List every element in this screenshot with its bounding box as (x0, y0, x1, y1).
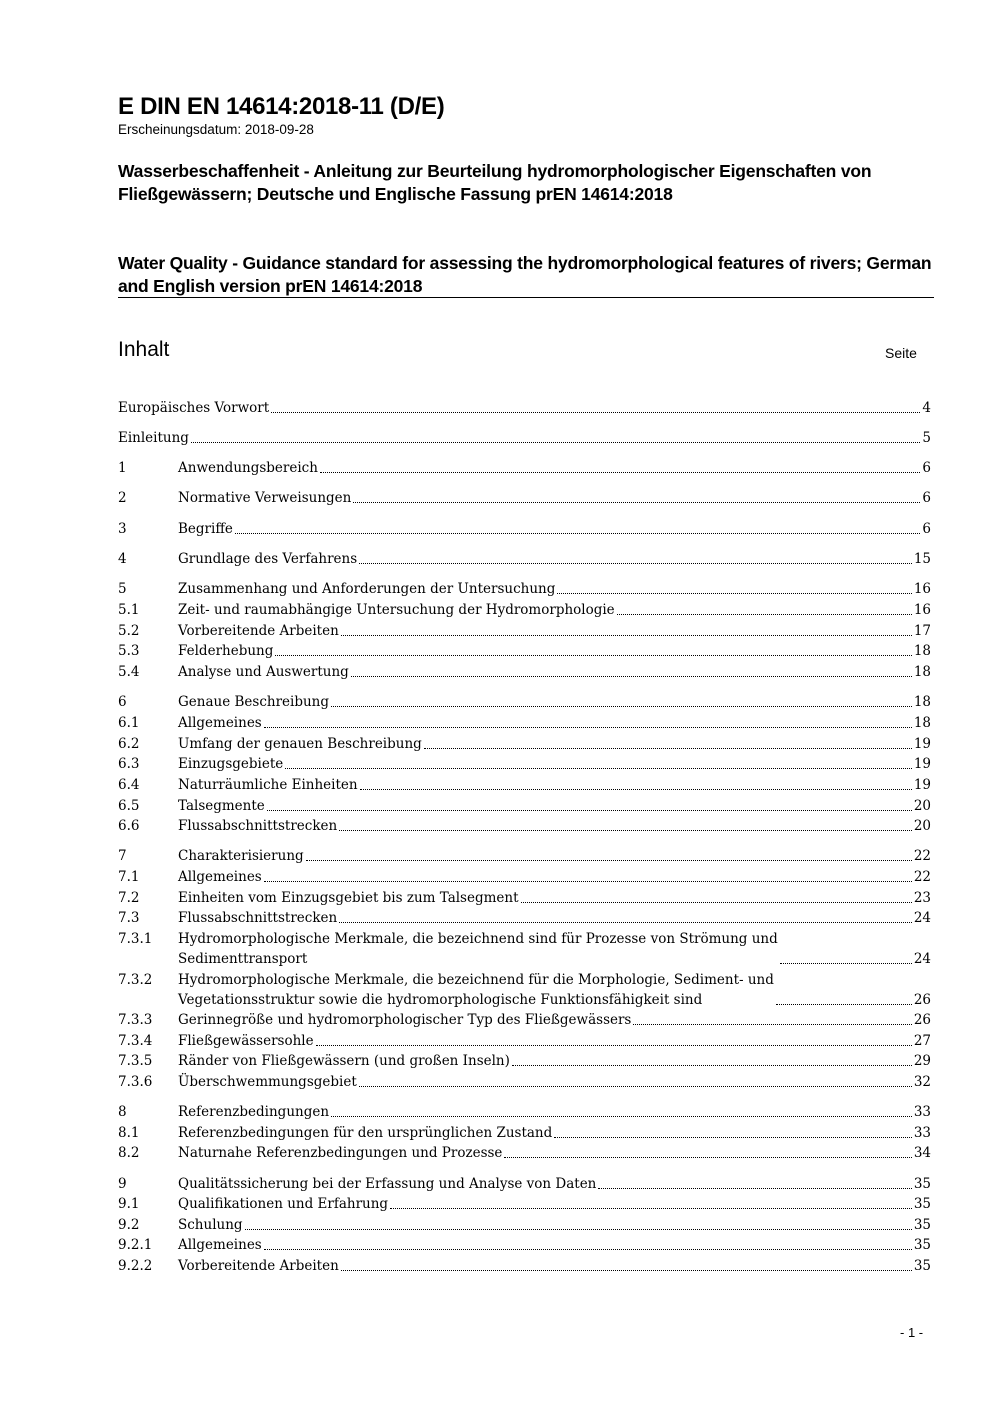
toc-entry-page: 26 (913, 992, 931, 1008)
toc-entry-page: 20 (913, 798, 931, 814)
toc-dot-leader (331, 706, 912, 707)
toc-dot-leader (359, 1086, 912, 1087)
toc-entry-page: 19 (913, 756, 931, 772)
toc-entry-page: 16 (913, 602, 931, 618)
header-divider (118, 297, 934, 298)
toc-entry-page: 6 (922, 521, 931, 537)
toc-entry[interactable] (118, 488, 931, 508)
toc-entry[interactable] (118, 846, 931, 866)
toc-entry-number: 6.3 (118, 756, 140, 772)
toc-dot-leader (633, 1024, 911, 1025)
toc-dot-leader (339, 922, 912, 923)
toc-entry-page: 27 (913, 1033, 931, 1049)
toc-entry-title: Flussabschnittstrecken (178, 910, 338, 926)
toc-entry[interactable] (118, 600, 931, 620)
toc-entry[interactable] (118, 621, 931, 641)
toc-entry[interactable] (118, 1123, 931, 1143)
toc-entry-page: 24 (913, 910, 931, 926)
toc-entry-page: 35 (913, 1196, 931, 1212)
toc-entry[interactable] (118, 458, 931, 478)
document-title: E DIN EN 14614:2018-11 (D/E) (118, 93, 445, 120)
toc-dot-leader (339, 830, 912, 831)
toc-entry-number: 7.3.1 (118, 931, 153, 947)
publication-date: Erscheinungsdatum: 2018-09-28 (118, 122, 314, 137)
toc-dot-leader (275, 655, 911, 656)
toc-entry-page: 15 (913, 551, 931, 567)
toc-entry-title: Fließgewässersohle (178, 1033, 314, 1049)
toc-entry-number: 8.2 (118, 1145, 140, 1161)
title-german: Wasserbeschaffenheit - Anleitung zur Beurteilung hydromorphologischer Eigenschaften von Fließgewässern; Deutsche und Englische Fassung prEN 14614:2018 (118, 161, 872, 204)
toc-entry-title: Ränder von Fließgewässern (und großen Inseln) (178, 1053, 510, 1069)
toc-dot-leader (554, 1137, 912, 1138)
toc-dot-leader (776, 1004, 912, 1005)
toc-entry-page: 24 (913, 951, 931, 967)
toc-entry-number: 5 (118, 581, 127, 597)
toc-entry-number: 7.3.5 (118, 1053, 153, 1069)
toc-entry[interactable] (118, 1051, 931, 1071)
toc-dot-leader (390, 1208, 912, 1209)
toc-entry-number: 6.2 (118, 736, 140, 752)
toc-entry-page: 17 (913, 623, 931, 639)
toc-entry[interactable] (118, 1102, 931, 1122)
toc-entry[interactable] (118, 579, 931, 599)
toc-entry-number: 9.1 (118, 1196, 140, 1212)
toc-entry-title: Vorbereitende Arbeiten (178, 623, 339, 639)
toc-dot-leader (271, 412, 920, 413)
page-number: - 1 - (900, 1325, 924, 1340)
toc-entry-number: 7.3.3 (118, 1012, 153, 1028)
toc-entry-number: 8 (118, 1104, 127, 1120)
toc-dot-leader (512, 1065, 912, 1066)
toc-entry-title: Talsegmente (178, 798, 265, 814)
toc-entry-page: 22 (913, 848, 931, 864)
toc-entry[interactable] (118, 519, 931, 539)
toc-entry[interactable] (118, 867, 931, 887)
toc-entry[interactable] (118, 816, 931, 836)
toc-entry-title: Flussabschnittstrecken (178, 818, 338, 834)
title-english: Water Quality - Guidance standard for assessing the hydromorphological features of rivers; German and English version prEN 14614:2018 (118, 253, 932, 296)
toc-entry-title-line: Vegetationsstruktur sowie die hydromorphologische Funktionsfähigkeit sind (178, 992, 703, 1008)
toc-entry-title: Referenzbedingungen für den ursprünglichen Zustand (178, 1125, 553, 1141)
toc-dot-leader (521, 902, 912, 903)
toc-entry-page: 23 (913, 890, 931, 906)
toc-entry-title-line: Sedimenttransport (178, 951, 308, 967)
toc-entry-page: 20 (913, 818, 931, 834)
toc-entry-title-line: Hydromorphologische Merkmale, die bezeichnend sind für Prozesse von Strömung und (178, 931, 778, 947)
toc-entry[interactable] (118, 796, 931, 816)
toc-heading: Inhalt (118, 338, 170, 361)
toc-entry-title: Naturräumliche Einheiten (178, 777, 358, 793)
toc-entry-number: 1 (118, 460, 127, 476)
toc-entry[interactable] (118, 1235, 931, 1255)
toc-entry[interactable] (118, 428, 931, 448)
toc-dot-leader (267, 810, 912, 811)
toc-entry-title: Genaue Beschreibung (178, 694, 330, 710)
toc-entry[interactable] (118, 929, 931, 969)
toc-dot-leader (504, 1157, 911, 1158)
toc-entry[interactable] (118, 908, 931, 928)
toc-entry-title: Allgemeines (178, 715, 262, 731)
toc-entry-title (178, 929, 778, 969)
toc-entry-page: 35 (913, 1176, 931, 1192)
toc-entry-title: Analyse und Auswertung (178, 664, 349, 680)
toc-dot-leader (306, 860, 912, 861)
toc-entry-page: 26 (913, 1012, 931, 1028)
toc-entry-page: 32 (913, 1074, 931, 1090)
toc-entry-title: Normative Verweisungen (178, 490, 352, 506)
toc-entry-title: Europäisches Vorwort (118, 400, 270, 416)
toc-dot-leader (235, 533, 921, 534)
toc-entry-title: Charakterisierung (178, 848, 304, 864)
toc-entry-title (178, 970, 774, 1010)
toc-dot-leader (264, 881, 912, 882)
toc-entry-title: Schulung (178, 1217, 243, 1233)
toc-entry-title-line: Hydromorphologische Merkmale, die bezeichnend für die Morphologie, Sediment- und (178, 972, 774, 988)
toc-entry-number: 6.1 (118, 715, 140, 731)
toc-dot-leader (316, 1045, 912, 1046)
toc-entry-title: Umfang der genauen Beschreibung (178, 736, 422, 752)
toc-entry-number: 7 (118, 848, 127, 864)
toc-entry-number: 2 (118, 490, 127, 506)
toc-entry[interactable] (118, 662, 931, 682)
toc-dot-leader (360, 789, 912, 790)
toc-entry[interactable] (118, 1194, 931, 1214)
toc-entry-page: 22 (913, 869, 931, 885)
toc-page-column-label: Seite (885, 345, 917, 361)
toc-dot-leader (617, 614, 912, 615)
toc-entry-page: 19 (913, 736, 931, 752)
toc-dot-leader (341, 635, 912, 636)
toc-entry[interactable] (118, 398, 931, 418)
toc-entry-title: Zusammenhang und Anforderungen der Untersuchung (178, 581, 556, 597)
toc-entry-number: 3 (118, 521, 127, 537)
toc-entry[interactable] (118, 888, 931, 908)
toc-entry-title: Qualifikationen und Erfahrung (178, 1196, 389, 1212)
toc-entry-page: 33 (913, 1104, 931, 1120)
toc-entry-number: 5.2 (118, 623, 140, 639)
toc-dot-leader (351, 676, 912, 677)
toc-dot-leader (264, 1249, 912, 1250)
toc-dot-leader (598, 1188, 911, 1189)
toc-entry-page: 5 (922, 430, 931, 446)
toc-dot-leader (424, 748, 912, 749)
toc-entry[interactable] (118, 1031, 931, 1051)
toc-entry[interactable] (118, 713, 931, 733)
toc-entry-title: Grundlage des Verfahrens (178, 551, 358, 567)
toc-entry-number: 9.2.2 (118, 1258, 153, 1274)
toc-dot-leader (780, 963, 912, 964)
toc-entry[interactable] (118, 549, 931, 569)
toc-entry-number: 5.4 (118, 664, 140, 680)
toc-entry-page: 18 (913, 643, 931, 659)
toc-entry-title: Allgemeines (178, 1237, 262, 1253)
toc-entry-title: Vorbereitende Arbeiten (178, 1258, 339, 1274)
toc-entry-page: 4 (922, 400, 931, 416)
toc-entry-page: 6 (922, 460, 931, 476)
toc-entry-number: 7.1 (118, 869, 140, 885)
toc-entry-number: 6.6 (118, 818, 140, 834)
toc-dot-leader (341, 1270, 912, 1271)
toc-entry-number: 9.2 (118, 1217, 140, 1233)
toc-entry-number: 9.2.1 (118, 1237, 153, 1253)
toc-dot-leader (245, 1229, 912, 1230)
toc-entry-number: 5.3 (118, 643, 140, 659)
toc-entry-page: 35 (913, 1237, 931, 1253)
toc-entry-page: 18 (913, 715, 931, 731)
toc-dot-leader (331, 1116, 912, 1117)
toc-dot-leader (285, 768, 912, 769)
toc-entry-number: 7.3 (118, 910, 140, 926)
toc-entry-title: Überschwemmungsgebiet (178, 1074, 357, 1090)
toc-entry-page: 35 (913, 1217, 931, 1233)
toc-entry-page: 34 (913, 1145, 931, 1161)
toc-entry-title: Zeit- und raumabhängige Untersuchung der Hydromorphologie (178, 602, 615, 618)
toc-entry[interactable] (118, 1010, 931, 1030)
toc-entry[interactable] (118, 734, 931, 754)
toc-entry-number: 7.3.6 (118, 1074, 153, 1090)
toc-entry-page: 19 (913, 777, 931, 793)
toc-entry-title: Allgemeines (178, 869, 262, 885)
toc-entry[interactable] (118, 692, 931, 712)
toc-entry[interactable] (118, 754, 931, 774)
toc-entry-number: 5.1 (118, 602, 140, 618)
toc-entry-page: 29 (913, 1053, 931, 1069)
toc-entry-number: 6.5 (118, 798, 140, 814)
toc-entry-page: 18 (913, 694, 931, 710)
toc-entry-number: 6.4 (118, 777, 140, 793)
toc-entry-page: 33 (913, 1125, 931, 1141)
toc-entry-title: Referenzbedingungen (178, 1104, 330, 1120)
toc-entry-title: Einheiten vom Einzugsgebiet bis zum Talsegment (178, 890, 519, 906)
toc-dot-leader (359, 563, 912, 564)
toc-entry-title: Einleitung (118, 430, 189, 446)
toc-entry[interactable] (118, 1143, 931, 1163)
toc-entry-title: Begriffe (178, 521, 233, 537)
toc-entry[interactable] (118, 1072, 931, 1092)
toc-entry-page: 35 (913, 1258, 931, 1274)
toc-entry-number: 7.3.2 (118, 972, 153, 988)
toc-entry[interactable] (118, 775, 931, 795)
toc-entry-title: Einzugsgebiete (178, 756, 284, 772)
toc-entry-number: 7.2 (118, 890, 140, 906)
toc-entry-number: 7.3.4 (118, 1033, 153, 1049)
toc-dot-leader (264, 727, 912, 728)
toc-entry-number: 8.1 (118, 1125, 140, 1141)
toc-entry[interactable] (118, 641, 931, 661)
toc-entry-page: 16 (913, 581, 931, 597)
toc-entry[interactable] (118, 1174, 931, 1194)
toc-entry[interactable] (118, 970, 931, 1010)
toc-entry-number: 9 (118, 1176, 127, 1192)
toc-entry-page: 6 (922, 490, 931, 506)
toc-entry[interactable] (118, 1256, 931, 1276)
toc-entry-number: 6 (118, 694, 127, 710)
toc-entry[interactable] (118, 1215, 931, 1235)
toc-dot-leader (557, 593, 911, 594)
toc-entry-title: Naturnahe Referenzbedingungen und Prozesse (178, 1145, 503, 1161)
toc-entry-number: 4 (118, 551, 127, 567)
toc-entry-title: Gerinnegröße und hydromorphologischer Typ des Fließgewässers (178, 1012, 632, 1028)
toc-dot-leader (353, 502, 920, 503)
toc-entry-title: Qualitätssicherung bei der Erfassung und Analyse von Daten (178, 1176, 597, 1192)
toc-dot-leader (191, 442, 920, 443)
toc-entry-title: Anwendungsbereich (178, 460, 318, 476)
toc-entry-title: Felderhebung (178, 643, 274, 659)
toc-dot-leader (320, 472, 920, 473)
toc-entry-page: 18 (913, 664, 931, 680)
